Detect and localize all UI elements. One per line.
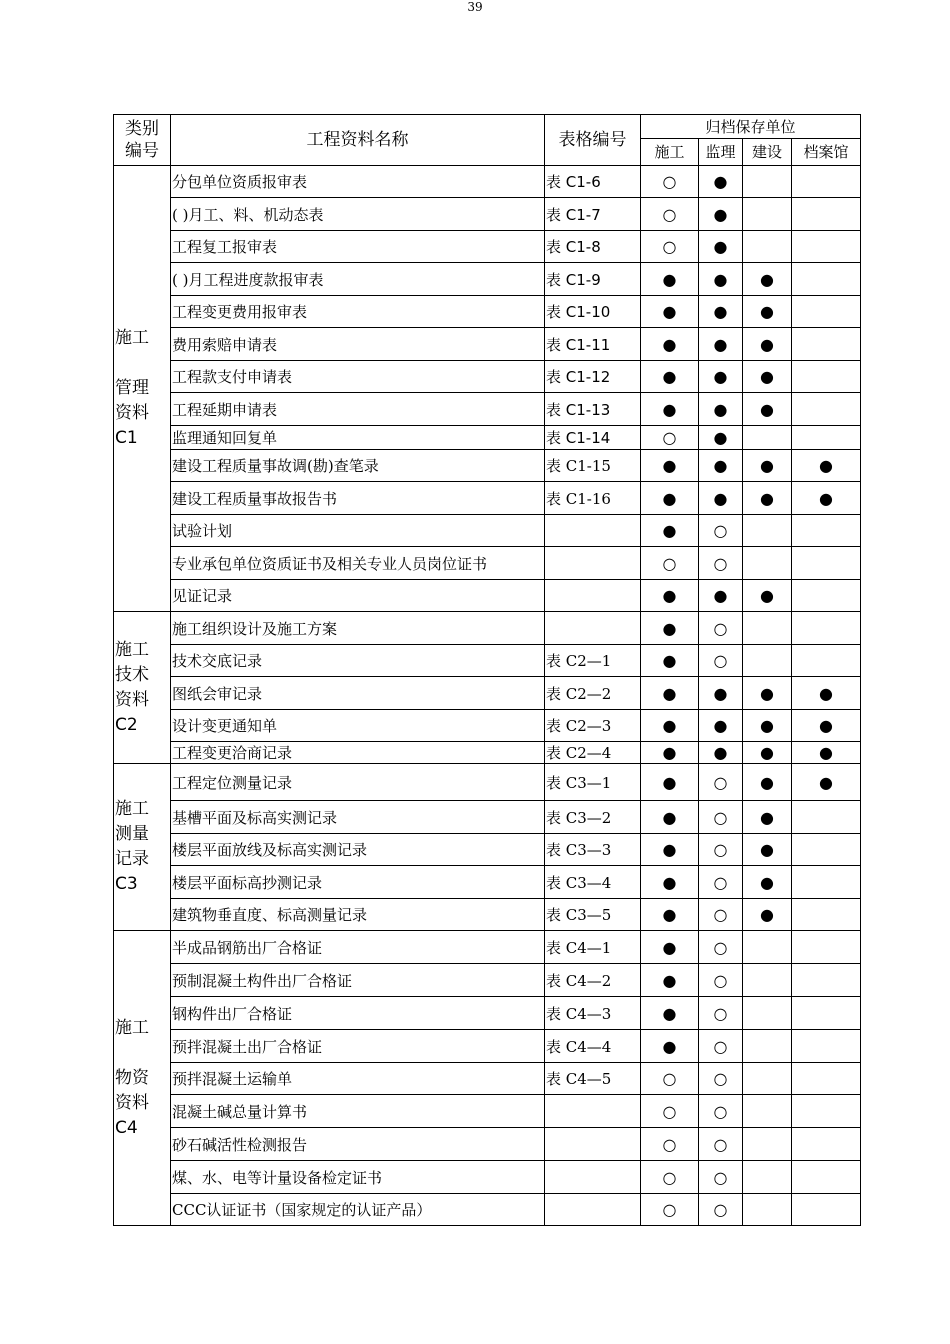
mark-archive: [792, 964, 861, 997]
category-label-line: 施工: [115, 1017, 149, 1038]
mark-archive: [792, 1128, 861, 1161]
form-number: 表 C2—3: [545, 710, 641, 742]
mark-construction: ●: [641, 263, 699, 296]
mark-supervision: ○: [699, 1161, 743, 1194]
table-row: [114, 931, 861, 964]
mark-construction: ○: [641, 426, 699, 450]
table-row: [114, 361, 861, 393]
mark-archive: [792, 834, 861, 866]
table-row: [114, 426, 861, 450]
table-row: [114, 866, 861, 899]
mark-archive: [792, 866, 861, 899]
mark-archive: ●: [792, 764, 861, 801]
document-name: 工程款支付申请表: [171, 361, 545, 393]
category-label-line: 测量: [115, 824, 149, 844]
header-unit-owner: 建设: [743, 139, 792, 166]
mark-supervision: ●: [699, 426, 743, 450]
document-name: 施工组织设计及施工方案: [171, 612, 545, 645]
table-row: [114, 1095, 861, 1128]
mark-supervision: ○: [699, 547, 743, 580]
document-name: ( )月工程进度款报审表: [171, 263, 545, 296]
mark-construction: ○: [641, 198, 699, 231]
document-name: 工程定位测量记录: [171, 764, 545, 801]
mark-archive: ●: [792, 677, 861, 710]
category-label-line: C3: [115, 874, 138, 894]
mark-supervision: ○: [699, 899, 743, 931]
form-number: 表 C3—5: [545, 899, 641, 931]
mark-construction: ●: [641, 361, 699, 393]
category-label-line: 资料: [115, 403, 149, 423]
mark-owner: ●: [743, 393, 792, 426]
table-row: [114, 1128, 861, 1161]
mark-archive: ●: [792, 710, 861, 742]
document-name: 预拌混凝土出厂合格证: [171, 1030, 545, 1063]
mark-owner: ●: [743, 866, 792, 899]
table-row: [114, 580, 861, 612]
category-label-line: C2: [115, 714, 138, 735]
document-name: ( )月工、料、机动态表: [171, 198, 545, 231]
mark-owner: [743, 426, 792, 450]
document-name: 工程复工报审表: [171, 231, 545, 263]
mark-construction: ●: [641, 899, 699, 931]
table-row: [114, 231, 861, 263]
mark-construction: ●: [641, 764, 699, 801]
mark-archive: [792, 931, 861, 964]
mark-archive: [792, 801, 861, 834]
mark-supervision: ●: [699, 393, 743, 426]
document-name: 建筑物垂直度、标高测量记录: [171, 899, 545, 931]
mark-archive: [792, 547, 861, 580]
category-label-line: 管理: [115, 378, 149, 398]
mark-archive: [792, 515, 861, 547]
document-name: 见证记录: [171, 580, 545, 612]
table-row: [114, 1161, 861, 1194]
mark-construction: ○: [641, 166, 699, 198]
mark-supervision: ●: [699, 742, 743, 764]
mark-supervision: ○: [699, 1095, 743, 1128]
form-number: [545, 515, 641, 547]
mark-supervision: ●: [699, 198, 743, 231]
form-number: 表 C1-10: [545, 296, 641, 328]
mark-supervision: ○: [699, 834, 743, 866]
table-row: [114, 296, 861, 328]
mark-construction: ●: [641, 801, 699, 834]
mark-construction: ○: [641, 1095, 699, 1128]
table-row: [114, 1030, 861, 1063]
mark-supervision: ○: [699, 764, 743, 801]
form-number: 表 C4—1: [545, 931, 641, 964]
table-row: [114, 742, 861, 764]
document-name: 混凝土碱总量计算书: [171, 1095, 545, 1128]
category-label-line: 技术: [115, 664, 149, 685]
mark-owner: ●: [743, 834, 792, 866]
document-name: 工程变更洽商记录: [171, 742, 545, 764]
mark-construction: ●: [641, 964, 699, 997]
category-label-line: 施工: [115, 799, 149, 819]
mark-owner: [743, 1030, 792, 1063]
document-name: 工程变更费用报审表: [171, 296, 545, 328]
mark-supervision: ●: [699, 361, 743, 393]
mark-supervision: ●: [699, 580, 743, 612]
category-label-line: 资料: [115, 1092, 149, 1113]
form-number: [545, 1194, 641, 1226]
form-number: 表 C2—4: [545, 742, 641, 764]
mark-supervision: ○: [699, 1063, 743, 1095]
document-name: 图纸会审记录: [171, 677, 545, 710]
category-label-line: 物资: [115, 1067, 149, 1088]
form-number: 表 C4—4: [545, 1030, 641, 1063]
header-category: [114, 115, 171, 166]
mark-supervision: ○: [699, 1194, 743, 1226]
category-label-line: 资料: [115, 689, 149, 710]
mark-archive: [792, 645, 861, 677]
table-row: [114, 710, 861, 742]
mark-supervision: ●: [699, 263, 743, 296]
mark-supervision: ○: [699, 645, 743, 677]
document-name: CCC认证证书（国家规定的认证产品）: [171, 1194, 545, 1226]
mark-archive: ●: [792, 450, 861, 482]
mark-supervision: ●: [699, 296, 743, 328]
table-row: [114, 263, 861, 296]
mark-owner: [743, 166, 792, 198]
mark-owner: [743, 964, 792, 997]
category-label: [114, 166, 171, 612]
table-row: [114, 801, 861, 834]
table-row: [114, 1194, 861, 1226]
form-number: [545, 1128, 641, 1161]
mark-owner: ●: [743, 742, 792, 764]
mark-construction: ●: [641, 997, 699, 1030]
mark-supervision: ●: [699, 231, 743, 263]
mark-archive: ●: [792, 482, 861, 515]
mark-construction: ○: [641, 1063, 699, 1095]
mark-construction: ○: [641, 231, 699, 263]
mark-archive: [792, 426, 861, 450]
mark-owner: [743, 1194, 792, 1226]
mark-owner: [743, 515, 792, 547]
mark-owner: [743, 645, 792, 677]
mark-owner: ●: [743, 580, 792, 612]
document-name: 砂石碱活性检测报告: [171, 1128, 545, 1161]
mark-construction: ●: [641, 742, 699, 764]
mark-construction: ●: [641, 450, 699, 482]
table-row: [114, 997, 861, 1030]
mark-archive: [792, 997, 861, 1030]
form-number: 表 C1-6: [545, 166, 641, 198]
header-category-line2: 编号: [125, 141, 159, 161]
form-number: 表 C2—1: [545, 645, 641, 677]
table-row: [114, 612, 861, 645]
document-name: 监理通知回复单: [171, 426, 545, 450]
category-label-line: 施工: [115, 328, 149, 348]
form-number: 表 C4—5: [545, 1063, 641, 1095]
mark-owner: ●: [743, 263, 792, 296]
category-label-line: 施工: [115, 639, 149, 660]
document-name: 钢构件出厂合格证: [171, 997, 545, 1030]
category-label-line: C4: [115, 1117, 138, 1138]
mark-archive: [792, 328, 861, 361]
category-label-line: 记录: [115, 849, 149, 869]
mark-construction: ○: [641, 547, 699, 580]
category-label-line: C1: [115, 428, 138, 448]
category-label: [114, 931, 171, 1226]
form-number: 表 C4—2: [545, 964, 641, 997]
form-number: 表 C3—3: [545, 834, 641, 866]
mark-construction: ●: [641, 1030, 699, 1063]
mark-archive: [792, 1161, 861, 1194]
mark-owner: ●: [743, 328, 792, 361]
header-name: 工程资料名称: [171, 115, 545, 166]
mark-construction: ○: [641, 1194, 699, 1226]
table-row: [114, 645, 861, 677]
mark-construction: ○: [641, 1161, 699, 1194]
document-name: 工程延期申请表: [171, 393, 545, 426]
table-row: [114, 450, 861, 482]
form-number: 表 C1-16: [545, 482, 641, 515]
mark-archive: [792, 263, 861, 296]
mark-archive: [792, 166, 861, 198]
document-name: 建设工程质量事故报告书: [171, 482, 545, 515]
form-number: [545, 580, 641, 612]
mark-owner: [743, 1095, 792, 1128]
table-row: [114, 166, 861, 198]
mark-supervision: ○: [699, 1128, 743, 1161]
mark-supervision: ○: [699, 997, 743, 1030]
document-name: 楼层平面标高抄测记录: [171, 866, 545, 899]
mark-supervision: ○: [699, 866, 743, 899]
mark-construction: ●: [641, 834, 699, 866]
document-name: 建设工程质量事故调(勘)查笔录: [171, 450, 545, 482]
mark-supervision: ●: [699, 482, 743, 515]
mark-owner: ●: [743, 482, 792, 515]
header-row-top: [114, 115, 861, 139]
mark-construction: ●: [641, 580, 699, 612]
form-number: 表 C2—2: [545, 677, 641, 710]
form-number: 表 C1-8: [545, 231, 641, 263]
table-row: [114, 964, 861, 997]
mark-owner: [743, 931, 792, 964]
mark-archive: [792, 231, 861, 263]
document-name: 煤、水、电等计量设备检定证书: [171, 1161, 545, 1194]
mark-owner: ●: [743, 361, 792, 393]
form-number: 表 C1-11: [545, 328, 641, 361]
document-name: 费用索赔申请表: [171, 328, 545, 361]
table-row: [114, 764, 861, 801]
table-row: [114, 515, 861, 547]
document-name: 专业承包单位资质证书及相关专业人员岗位证书: [171, 547, 545, 580]
mark-owner: ●: [743, 899, 792, 931]
document-name: 设计变更通知单: [171, 710, 545, 742]
mark-construction: ●: [641, 296, 699, 328]
mark-archive: [792, 1063, 861, 1095]
mark-owner: ●: [743, 296, 792, 328]
mark-supervision: ●: [699, 328, 743, 361]
mark-supervision: ○: [699, 964, 743, 997]
form-number: 表 C1-12: [545, 361, 641, 393]
form-number: [545, 1161, 641, 1194]
form-number: 表 C1-13: [545, 393, 641, 426]
mark-construction: ●: [641, 866, 699, 899]
mark-supervision: ○: [699, 612, 743, 645]
mark-owner: [743, 997, 792, 1030]
mark-supervision: ○: [699, 931, 743, 964]
form-number: 表 C3—2: [545, 801, 641, 834]
mark-archive: [792, 1095, 861, 1128]
document-name: 楼层平面放线及标高实测记录: [171, 834, 545, 866]
category-label: [114, 612, 171, 764]
header-form: 表格编号: [545, 115, 641, 166]
mark-supervision: ○: [699, 801, 743, 834]
mark-archive: [792, 361, 861, 393]
table-row: [114, 899, 861, 931]
form-number: 表 C3—1: [545, 764, 641, 801]
mark-owner: ●: [743, 450, 792, 482]
mark-archive: [792, 198, 861, 231]
mark-owner: [743, 547, 792, 580]
mark-owner: [743, 231, 792, 263]
table-row: [114, 547, 861, 580]
document-name: 半成品钢筋出厂合格证: [171, 931, 545, 964]
mark-construction: ○: [641, 1128, 699, 1161]
form-number: [545, 1095, 641, 1128]
mark-owner: ●: [743, 710, 792, 742]
mark-owner: [743, 1161, 792, 1194]
mark-construction: ●: [641, 612, 699, 645]
mark-construction: ●: [641, 931, 699, 964]
mark-supervision: ○: [699, 515, 743, 547]
form-number: 表 C1-15: [545, 450, 641, 482]
mark-supervision: ○: [699, 1030, 743, 1063]
mark-archive: [792, 1030, 861, 1063]
mark-owner: ●: [743, 801, 792, 834]
mark-archive: [792, 612, 861, 645]
header-category-line1: 类别: [125, 119, 159, 139]
document-name: 预拌混凝土运输单: [171, 1063, 545, 1095]
mark-construction: ●: [641, 677, 699, 710]
table-row: [114, 834, 861, 866]
category-label-line: [115, 1041, 170, 1066]
mark-archive: [792, 296, 861, 328]
form-number: 表 C3—4: [545, 866, 641, 899]
table-row: [114, 677, 861, 710]
table-row: [114, 482, 861, 515]
mark-archive: [792, 393, 861, 426]
mark-owner: ●: [743, 764, 792, 801]
category-label-line: [115, 351, 170, 376]
document-name: 预制混凝土构件出厂合格证: [171, 964, 545, 997]
mark-construction: ●: [641, 328, 699, 361]
mark-supervision: ●: [699, 450, 743, 482]
document-name: 基槽平面及标高实测记录: [171, 801, 545, 834]
mark-owner: [743, 612, 792, 645]
form-number: [545, 547, 641, 580]
form-number: 表 C4—3: [545, 997, 641, 1030]
mark-supervision: ●: [699, 166, 743, 198]
document-name: 试验计划: [171, 515, 545, 547]
form-number: 表 C1-9: [545, 263, 641, 296]
table-row: [114, 198, 861, 231]
mark-archive: [792, 580, 861, 612]
document-name: 技术交底记录: [171, 645, 545, 677]
mark-archive: ●: [792, 742, 861, 764]
mark-owner: [743, 1063, 792, 1095]
mark-construction: ●: [641, 645, 699, 677]
mark-archive: [792, 1194, 861, 1226]
mark-supervision: ●: [699, 710, 743, 742]
mark-owner: ●: [743, 677, 792, 710]
archive-table: [113, 114, 861, 1226]
page-number: 39: [467, 0, 483, 14]
mark-construction: ●: [641, 515, 699, 547]
header-archive-group: 归档保存单位: [641, 115, 861, 139]
mark-owner: [743, 198, 792, 231]
table-row: [114, 393, 861, 426]
header-unit-construction: 施工: [641, 139, 699, 166]
form-number: 表 C1-7: [545, 198, 641, 231]
table-row: [114, 328, 861, 361]
mark-construction: ●: [641, 710, 699, 742]
category-label: [114, 764, 171, 931]
mark-construction: ●: [641, 393, 699, 426]
mark-archive: [792, 899, 861, 931]
mark-construction: ●: [641, 482, 699, 515]
form-number: 表 C1-14: [545, 426, 641, 450]
form-number: [545, 612, 641, 645]
header-unit-archive: 档案馆: [792, 139, 861, 166]
document-name: 分包单位资质报审表: [171, 166, 545, 198]
header-unit-supervision: 监理: [699, 139, 743, 166]
mark-owner: [743, 1128, 792, 1161]
table-row: [114, 1063, 861, 1095]
mark-supervision: ●: [699, 677, 743, 710]
